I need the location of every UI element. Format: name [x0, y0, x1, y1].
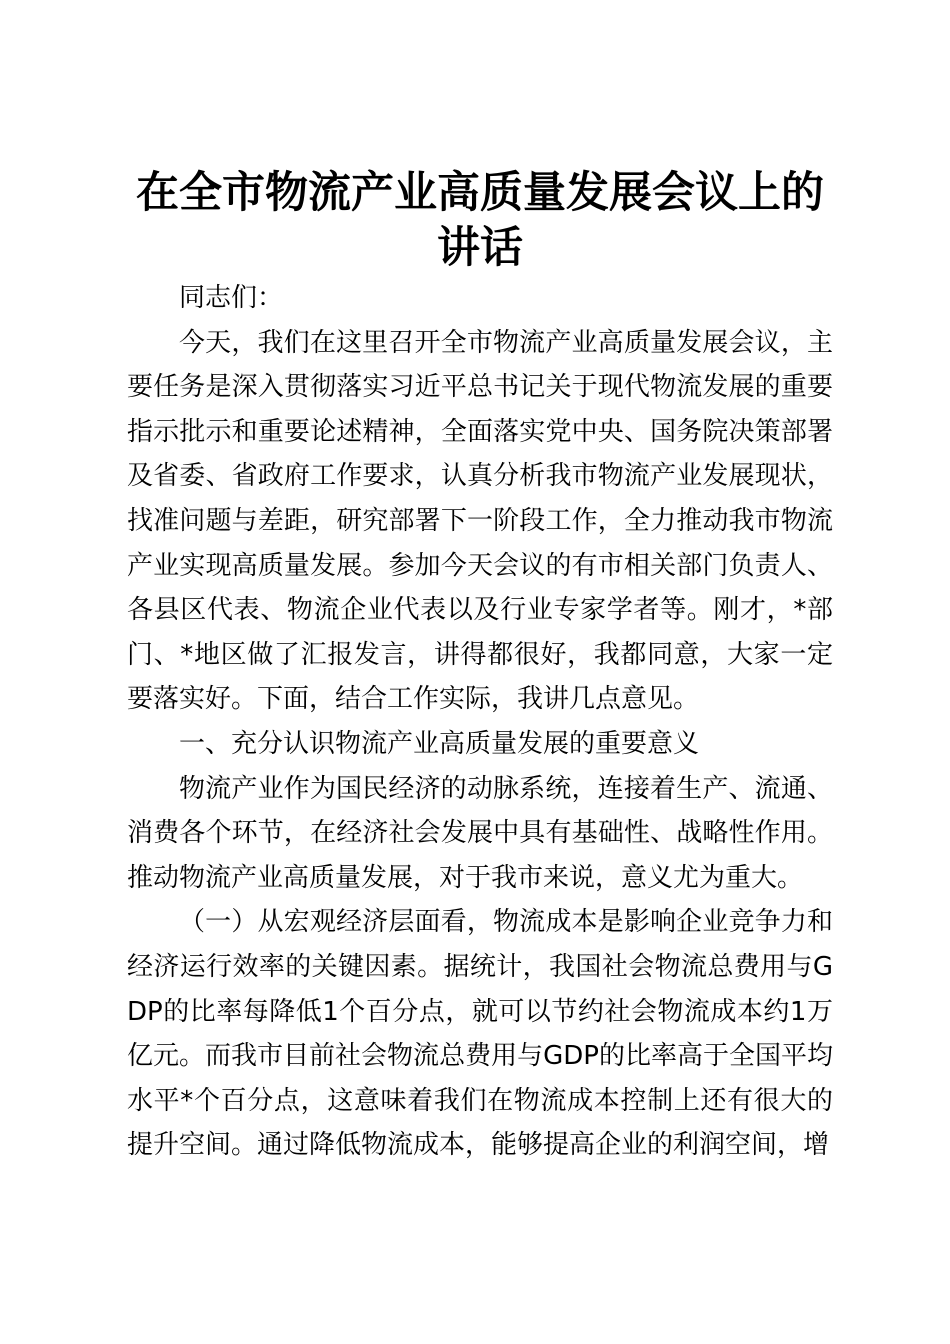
- section-heading-1: 一、充分认识物流产业高质量发展的重要意义: [179, 728, 700, 759]
- intro-paragraph: 今天，我们在这里召开全市物流产业高质量发展会议，主要任务是深入贯彻落实习近平总书记关于现代物流发展的重要指示批示和重要论述精神，全面落实党中央、国务院决策部署及省委、省政府工作要求，认真分析我市物流产业发展现状，找准问题与差距，研究部署下一阶段工作，全力推动我市物流产业实现高质量发展。参加今天会议的有市相关部门负责人、各县区代表、物流企业代表以及行业专家学者等。刚才，*部门、*地区做了汇报发言，讲得都很好，我都同意，大家一定要落实好。下面，结合工作实际，我讲几点意见。: [127, 327, 833, 715]
- body-paragraph: 物流产业作为国民经济的动脉系统，连接着生产、流通、消费各个环节，在经济社会发展中具有基础性、战略性作用。推动物流产业高质量发展，对于我市来说，意义尤为重大。: [127, 773, 833, 893]
- body-paragraph: （一）从宏观经济层面看，物流成本是影响企业竞争力和经济运行效率的关键因素。据统计，我国社会物流总费用与GDP的比率每降低1个百分点，就可以节约社会物流成本约1万亿元。而我市目前社会物流总费用与GDP的比率高于全国平均水平*个百分点，这意味着我们在物流成本控制上还有很大的提升空间。通过降低物流成本，能够提高企业的利润空间，增: [127, 907, 833, 1161]
- document-title: 在全市物流产业高质量发展会议上的讲话: [136, 168, 824, 273]
- salutation-paragraph: 同志们：: [179, 283, 284, 313]
- document-body: [127, 276, 833, 1168]
